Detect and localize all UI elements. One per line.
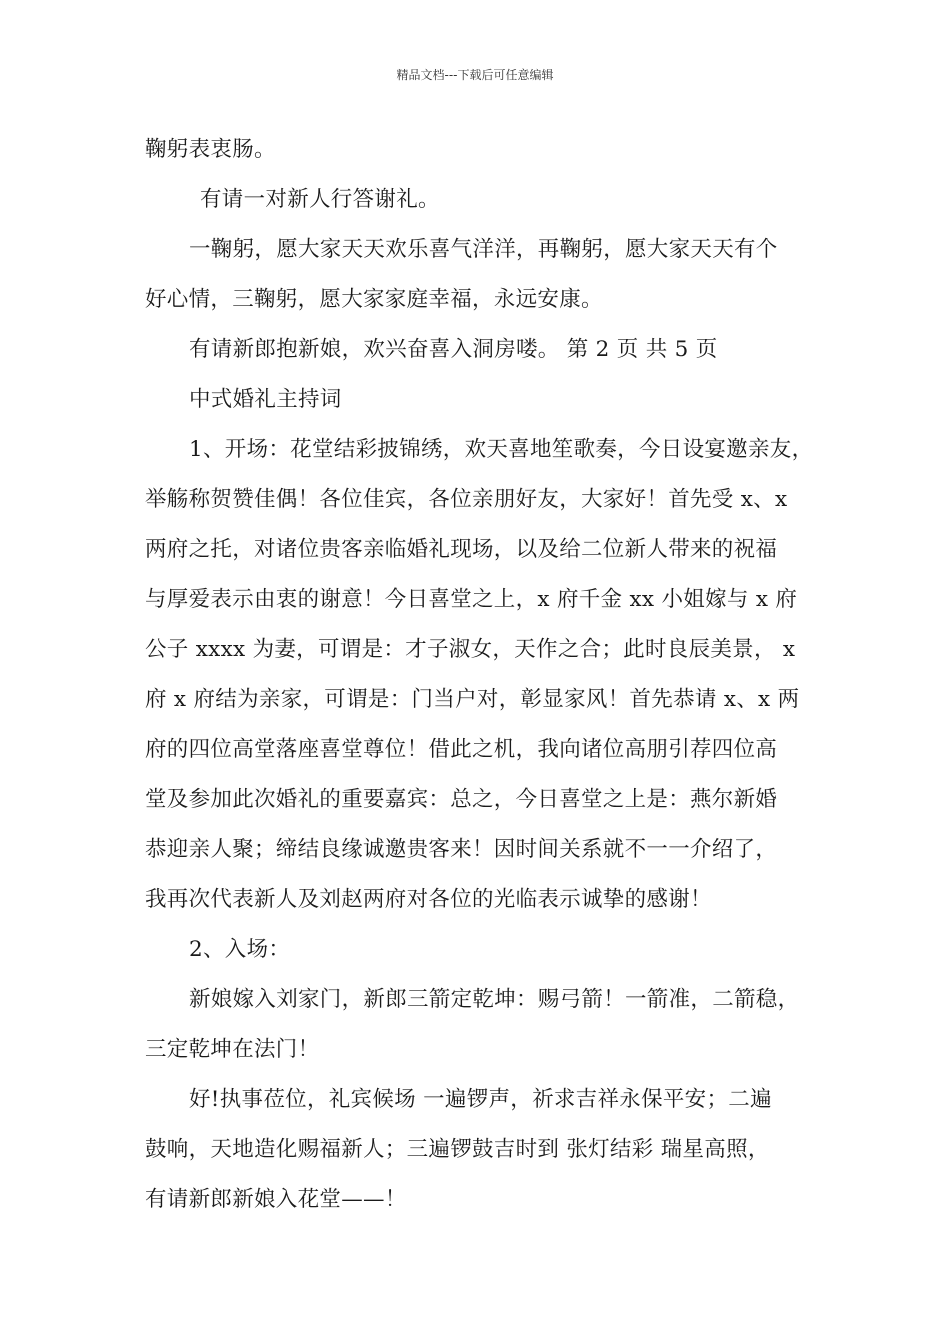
text-line: 有请新郎新娘入花堂——！	[145, 1187, 407, 1212]
page-header: 精品文档---下载后可任意编辑	[396, 68, 554, 82]
text-line: 府 x 府结为亲家，可谓是：门当户对，彰显家风！首先恭请 x、x 两	[145, 687, 800, 712]
text-line: 举觞称贺赞佳偶！各位佳宾，各位亲朋好友，大家好！首先受 x、x	[145, 487, 788, 512]
text-line: 与厚爱表示由衷的谢意！今日喜堂之上，x 府千金 xx 小姐嫁与 x 府	[145, 587, 798, 612]
text-line: 府的四位高堂落座喜堂尊位！借此之机，我向诸位高朋引荐四位高	[145, 737, 778, 762]
text-line: 两府之托，对诸位贵客亲临婚礼现场，以及给二位新人带来的祝福	[145, 537, 778, 562]
text-line: 公子 xxxx 为妻，可谓是：才子淑女，天作之合；此时良辰美景， x	[145, 637, 796, 662]
text-line: 恭迎亲人聚；缔结良缘诚邀贵客来！因时间关系就不一一介绍了，	[145, 837, 778, 862]
text-line: 我再次代表新人及刘赵两府对各位的光临表示诚挚的感谢！	[145, 887, 712, 912]
text-line: 有请新郎抱新娘，欢兴奋喜入洞房喽。 第 2 页 共 5 页	[189, 337, 718, 362]
section-title: 中式婚礼主持词	[189, 387, 342, 412]
text-line: 三定乾坤在法门！	[145, 1037, 320, 1062]
text-line: 好!执事莅位，礼宾候场 一遍锣声，祈求吉祥永保平安；二遍	[189, 1087, 772, 1112]
text-line: 1、开场：花堂结彩披锦绣，欢天喜地笙歌奏，今日设宴邀亲友，	[189, 437, 814, 462]
section-heading: 2、入场：	[189, 937, 291, 962]
text-line: 堂及参加此次婚礼的重要嘉宾：总之，今日喜堂之上是：燕尔新婚	[145, 787, 778, 812]
text-line: 鞠躬表衷肠。	[145, 137, 276, 162]
text-line: 好心情，三鞠躬，愿大家家庭幸福，永远安康。	[145, 287, 603, 312]
text-line: 有请一对新人行答谢礼。	[200, 187, 440, 212]
text-line: 一鞠躬，愿大家天天欢乐喜气洋洋，再鞠躬，愿大家天天有个	[189, 237, 778, 262]
text-line: 新娘嫁入刘家门，新郎三箭定乾坤：赐弓箭！一箭准，二箭稳，	[189, 987, 800, 1012]
text-line: 鼓响，天地造化赐福新人；三遍锣鼓吉时到 张灯结彩 瑞星高照，	[145, 1137, 770, 1162]
